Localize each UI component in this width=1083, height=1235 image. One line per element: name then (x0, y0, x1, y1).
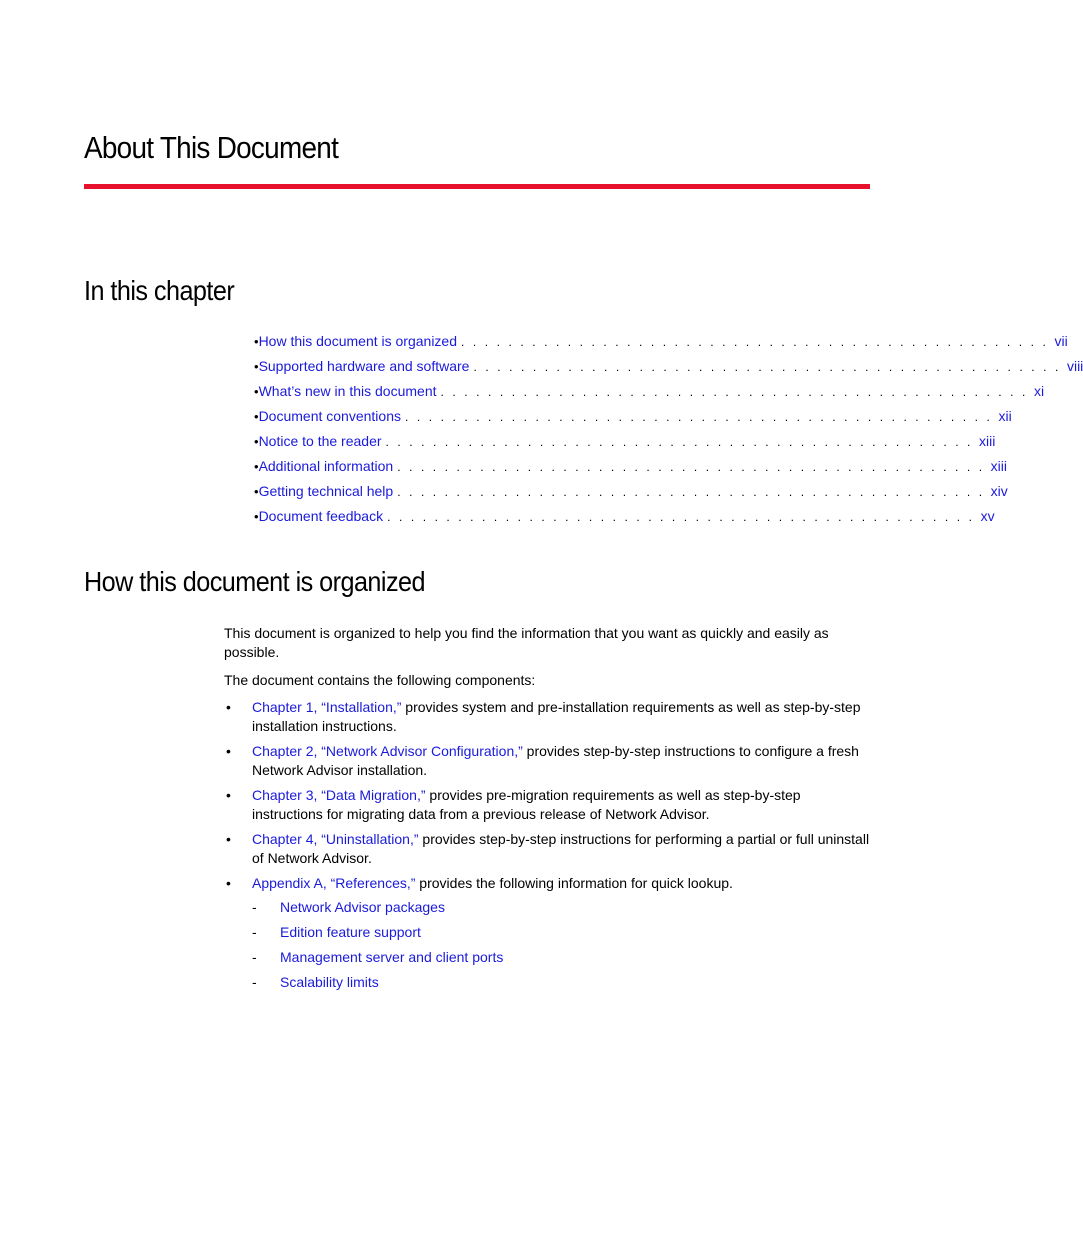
list-item (224, 874, 870, 998)
toc-link[interactable]: Notice to the reader (258, 433, 382, 449)
list-item (224, 742, 870, 780)
chapter-link[interactable]: Chapter 2, “Network Advisor Configuration,” (252, 743, 523, 759)
title-rule (84, 184, 870, 189)
bullet-icon: • (226, 787, 231, 803)
bullet-icon: • (226, 831, 231, 847)
sub-list-item (252, 898, 870, 923)
how-organized-heading: How this document is organized (84, 566, 425, 597)
sub-list-item (252, 923, 870, 948)
appendix-sublist (252, 898, 870, 998)
toc-link[interactable]: Document feedback (258, 508, 384, 524)
toc-link[interactable]: What’s new in this document (258, 383, 437, 399)
toc-page-link[interactable]: xv (980, 508, 995, 524)
sub-link[interactable]: Management server and client ports (280, 949, 504, 965)
leader-dots: . . . . . . . . . . . . . . . . . . . . . . . . . . . . . . . . . . . . . . . . . . . . . . . . . . (397, 485, 985, 499)
bullet-icon: • (254, 509, 259, 524)
bullet-icon: • (254, 384, 259, 399)
toc-item (254, 481, 1008, 506)
bullet-icon: • (254, 459, 259, 474)
list-item (224, 786, 870, 824)
in-this-chapter-heading: In this chapter (84, 275, 235, 306)
sub-list-item (252, 973, 870, 998)
sub-list-item (252, 948, 870, 973)
bullet-icon: • (254, 409, 259, 424)
dash-icon: - (252, 899, 257, 915)
toc-page-link[interactable]: vii (1054, 333, 1068, 349)
bullet-icon: • (254, 359, 259, 374)
chapter-link[interactable]: Chapter 3, “Data Migration,” (252, 787, 426, 803)
toc-link[interactable]: Document conventions (258, 408, 401, 424)
leader-dots: . . . . . . . . . . . . . . . . . . . . . . . . . . . . . . . . . . . . . . . . . . . . . . . . . . (385, 435, 973, 449)
chapter-link[interactable]: Chapter 1, “Installation,” (252, 699, 402, 715)
page-title: About This Document (84, 130, 339, 165)
item-description: provides step-by-step instructions to configure a fresh Network Advisor installation. (252, 743, 859, 778)
list-item (224, 698, 870, 736)
toc-item (254, 356, 1083, 381)
bullet-icon: • (254, 434, 259, 449)
dash-icon: - (252, 974, 257, 990)
toc-link[interactable]: How this document is organized (258, 333, 457, 349)
toc-item (254, 506, 995, 531)
leader-dots: . . . . . . . . . . . . . . . . . . . . . . . . . . . . . . . . . . . . . . . . . . . . . . . . . . (397, 460, 985, 474)
toc-item (254, 431, 996, 456)
leader-dots: . . . . . . . . . . . . . . . . . . . . . . . . . . . . . . . . . . . . . . . . . . . . . . . . . . (404, 410, 993, 424)
chapter-link[interactable]: Chapter 4, “Uninstallation,” (252, 831, 419, 847)
toc-page-link[interactable]: xiii (990, 458, 1008, 474)
leader-dots: . . . . . . . . . . . . . . . . . . . . . . . . . . . . . . . . . . . . . . . . . . . . . . . . . . (387, 510, 975, 524)
toc-page-link[interactable]: xi (1033, 383, 1045, 399)
toc-link[interactable]: Supported hardware and software (258, 358, 470, 374)
components-intro: The document contains the following components: (224, 672, 536, 688)
leader-dots: . . . . . . . . . . . . . . . . . . . . . . . . . . . . . . . . . . . . . . . . . . . . . . . . . . (461, 335, 1049, 349)
bullet-icon: • (226, 699, 231, 715)
bullet-icon: • (254, 484, 259, 499)
intro-paragraph: This document is organized to help you find the information that you want as quickly and easily as possible. (224, 625, 829, 660)
bullet-icon: • (226, 743, 231, 759)
leader-dots: . . . . . . . . . . . . . . . . . . . . . . . . . . . . . . . . . . . . . . . . . . . . . . . . . . (440, 385, 1028, 399)
toc-page-link[interactable]: xiv (990, 483, 1008, 499)
toc-page-link[interactable]: xiii (979, 433, 996, 449)
toc-item (254, 406, 1012, 431)
dash-icon: - (252, 949, 257, 965)
appendix-link[interactable]: Appendix A, “References,” (252, 875, 416, 891)
item-description: provides pre-migration requirements as well as step-by-step instructions for migrating data from a previous release of Network Advisor. (252, 787, 801, 822)
dash-icon: - (252, 924, 257, 940)
toc-item (254, 381, 1045, 406)
sub-link[interactable]: Scalability limits (280, 974, 379, 990)
item-description: provides the following information for quick lookup. (415, 875, 733, 891)
toc-page-link[interactable]: viii (1066, 358, 1083, 374)
chapter-toc (254, 331, 1083, 531)
leader-dots: . . . . . . . . . . . . . . . . . . . . . . . . . . . . . . . . . . . . . . . . . . . . . . . . . . (473, 360, 1061, 374)
toc-page-link[interactable]: xii (998, 408, 1012, 424)
list-item (224, 830, 870, 868)
toc-link[interactable]: Additional information (258, 458, 394, 474)
components-list (224, 698, 870, 1004)
sub-link[interactable]: Edition feature support (280, 924, 421, 940)
bullet-icon: • (254, 334, 259, 349)
item-description: provides system and pre-installation requirements as well as step-by-step installation instructions. (252, 699, 861, 734)
toc-item (254, 456, 1008, 481)
sub-link[interactable]: Network Advisor packages (280, 899, 445, 915)
bullet-icon: • (226, 875, 231, 891)
toc-item (254, 331, 1068, 356)
toc-link[interactable]: Getting technical help (258, 483, 394, 499)
item-description: provides step-by-step instructions for performing a partial or full uninstall of Network Advisor. (252, 831, 870, 866)
